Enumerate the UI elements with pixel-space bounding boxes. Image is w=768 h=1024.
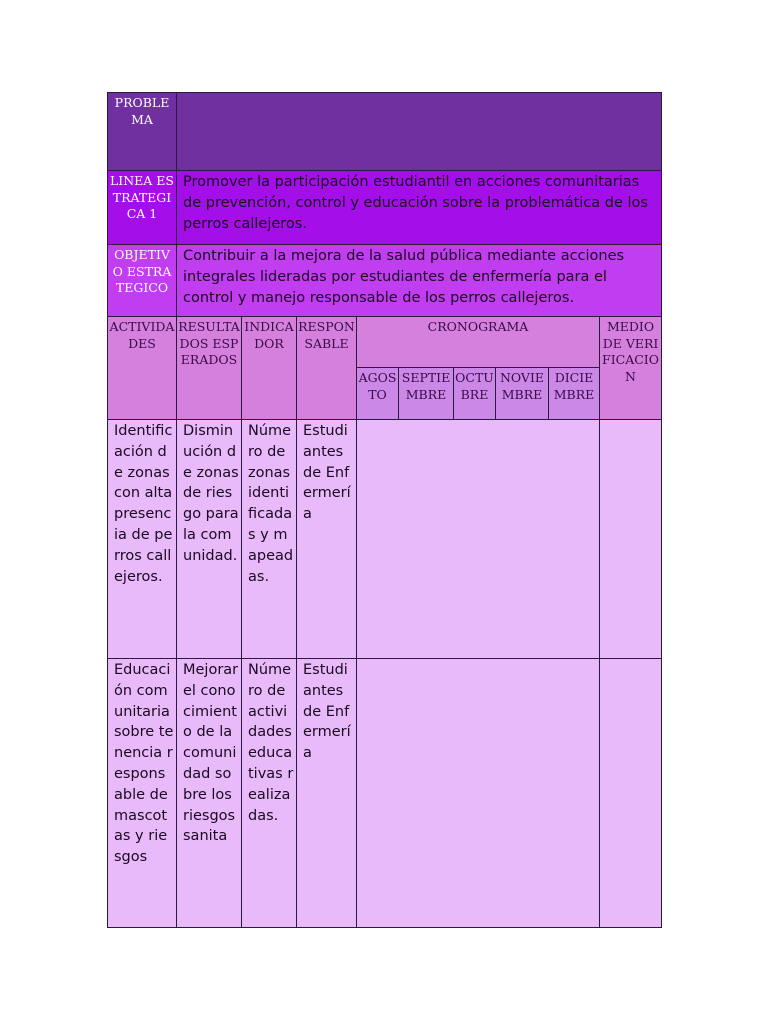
table-row [108, 659, 662, 928]
header-medio: MEDIO DE VERIFICACION [602, 319, 659, 384]
problema-value-cell [177, 93, 662, 171]
header-responsable: RESPONSABLE [298, 319, 355, 351]
objetivo-label: OBJETIVO ESTRATEGICO [112, 247, 172, 295]
header-actividades-cell [108, 317, 177, 420]
objetivo-value: Contribuir a la mejora de la salud pública mediante acciones integrales lideradas por estudiantes de enfermería para el control y manejo responsable de los perros callejeros. [183, 248, 625, 306]
month-agosto: AGOSTO [358, 370, 397, 402]
table-row [108, 420, 662, 659]
linea-value: Promover la participación estudiantil en acciones comunitarias de prevención, control y educación sobre la problemática de los perros callejeros. [183, 174, 648, 232]
month-diciembre-cell [549, 368, 600, 420]
header-responsable-cell [297, 317, 357, 420]
month-octubre: OCTUBRE [455, 370, 494, 402]
month-noviembre-cell [496, 368, 549, 420]
row1-resultado-cell [177, 420, 242, 659]
linea-value-cell [177, 171, 662, 245]
month-septiembre: SEPTIEMBRE [401, 370, 451, 402]
row2-actividad: Educación comunitaria sobre tenencia responsable de mascotas y riesgos [114, 662, 174, 866]
objetivo-label-cell [108, 245, 177, 317]
row1-medio [600, 420, 661, 421]
month-diciembre: DICIEMBRE [553, 370, 595, 402]
row2-responsable-cell [297, 659, 357, 928]
row1-indicador: Número de zonas identificadas y mapeadas. [248, 423, 294, 585]
month-septiembre-cell [399, 368, 454, 420]
month-noviembre: NOVIEMBRE [499, 370, 545, 402]
row1-resultado: Disminución de zonas de riesgo para la comunidad. [183, 423, 239, 564]
linea-label: LINEA ESTRATEGICA 1 [110, 173, 174, 221]
header-resultados-cell [177, 317, 242, 420]
row2-cronograma [357, 659, 599, 660]
row2-medio-cell [600, 659, 662, 928]
row1-medio-cell [600, 420, 662, 659]
header-cronograma: CRONOGRAMA [427, 319, 529, 334]
month-octubre-cell [454, 368, 496, 420]
row2-resultado-cell [177, 659, 242, 928]
problema-label: PROBLEMA [114, 95, 170, 127]
header-indicador: INDICADOR [244, 319, 294, 351]
row2-responsable: Estudiantes de Enfermería [303, 662, 351, 762]
header-cronograma-cell [357, 317, 600, 368]
header-actividades: ACTIVIDADES [109, 319, 175, 351]
row1-actividad-cell [108, 420, 177, 659]
plan-table [107, 92, 662, 928]
row2-medio [600, 659, 661, 660]
header-resultados: RESULTADOS ESPERADOS [178, 319, 240, 367]
row1-indicador-cell [242, 420, 297, 659]
objetivo-value-cell [177, 245, 662, 317]
problema-label-cell [108, 93, 177, 171]
problema-value [177, 93, 661, 94]
header-medio-cell [600, 317, 662, 420]
row1-cronograma [357, 420, 599, 421]
linea-label-cell [108, 171, 177, 245]
row2-cronograma-cell [357, 659, 600, 928]
row1-responsable: Estudiantes de Enfermería [303, 423, 351, 523]
month-agosto-cell [357, 368, 399, 420]
row2-indicador-cell [242, 659, 297, 928]
row2-indicador: Número de actividades educativas realizadas. [248, 662, 294, 824]
row2-resultado: Mejorar el conocimiento de la comunidad sobre los riesgos sanita [183, 662, 239, 845]
row1-responsable-cell [297, 420, 357, 659]
row2-actividad-cell [108, 659, 177, 928]
header-indicador-cell [242, 317, 297, 420]
row1-cronograma-cell [357, 420, 600, 659]
row1-actividad: Identificación de zonas con alta presencia de perros callejeros. [114, 423, 173, 585]
